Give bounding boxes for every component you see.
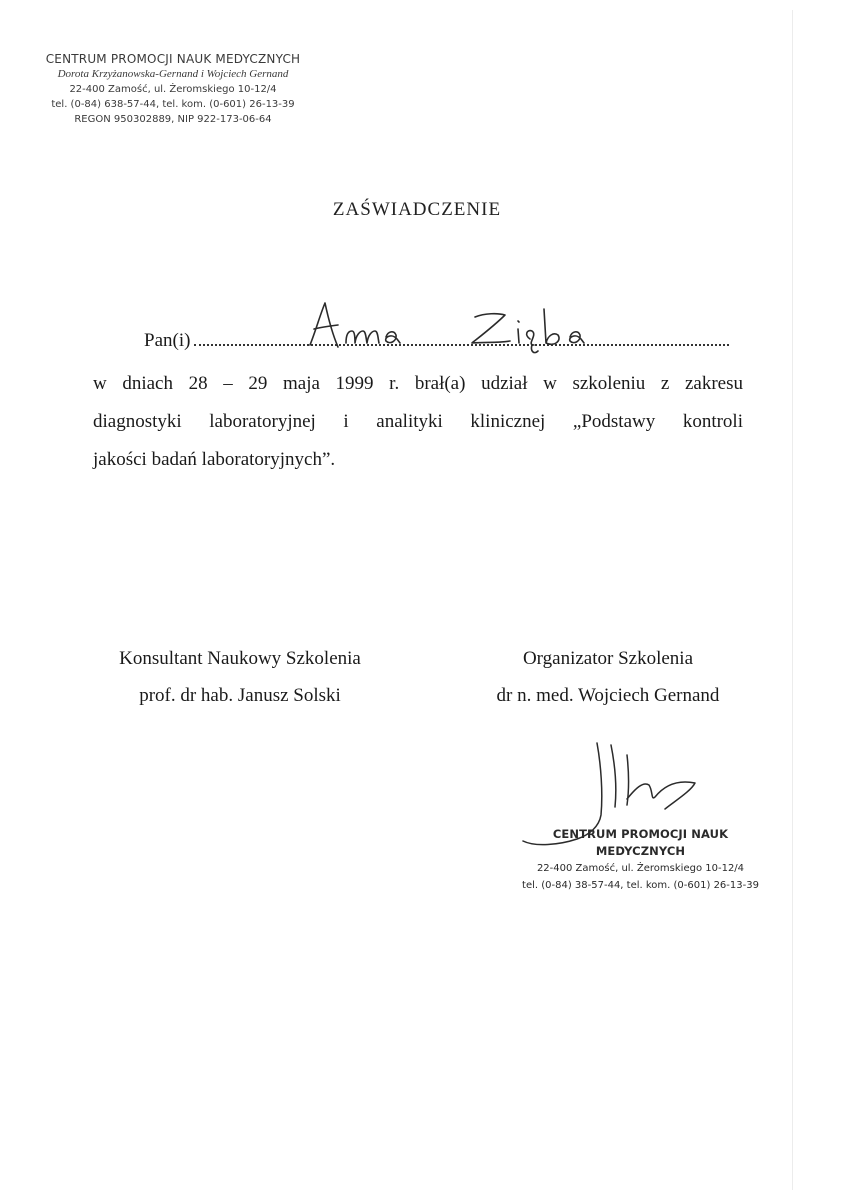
- left-name: prof. dr hab. Janusz Solski: [139, 685, 341, 706]
- footer-address: 22-400 Zamość, ul. Żeromskiego 10-12/4: [536, 863, 745, 874]
- handwriting-letter-Z: [472, 314, 510, 343]
- recipient-label: Pan(i): [144, 330, 191, 351]
- stamp-phones: tel. (0-84) 638-57-44, tel. kom. (0-601) 26-13-39: [51, 99, 295, 110]
- right-name: dr n. med. Wojciech Gernand: [496, 685, 720, 706]
- handwriting-letter-A: [310, 303, 338, 347]
- handwriting-word-ieba: [518, 309, 584, 353]
- header-stamp: [0, 52, 346, 127]
- body-line-2: diagnostyki laboratoryjnej i analityki klinicznej „Podstawy kontroli: [93, 411, 743, 432]
- document-title: ZAŚWIADCZENIE: [332, 199, 502, 220]
- footer-org-name: CENTRUM PROMOCJI NAUK MEDYCZNYCH: [552, 827, 729, 858]
- stamp-ids: REGON 950302889, NIP 922-173-06-64: [74, 114, 272, 125]
- body-line-1: w dniach 28 – 29 maja 1999 r. brał(a) udział w szkoleniu z zakresu: [93, 373, 743, 394]
- body-line-3: jakości badań laboratoryjnych”.: [93, 449, 336, 470]
- footer-stamp: [518, 826, 763, 894]
- stamp-org-name: CENTRUM PROMOCJI NAUK MEDYCZNYCH: [45, 52, 301, 66]
- handwritten-name: [300, 295, 640, 365]
- signatory-right: [462, 640, 754, 714]
- page-edge: [792, 10, 793, 1190]
- handwriting-word-nna: [346, 331, 400, 343]
- stamp-address: 22-400 Zamość, ul. Żeromskiego 10-12/4: [69, 84, 277, 95]
- left-role: Konsultant Naukowy Szkolenia: [119, 648, 361, 669]
- footer-phones: tel. (0-84) 38-57-44, tel. kom. (0-601) 26-13-39: [522, 880, 759, 891]
- stamp-owners: Dorota Krzyżanowska-Gernand i Wojciech Gernand: [57, 68, 289, 80]
- right-role: Organizator Szkolenia: [522, 648, 694, 669]
- signatory-left: [88, 640, 392, 714]
- body-paragraph: [93, 365, 743, 479]
